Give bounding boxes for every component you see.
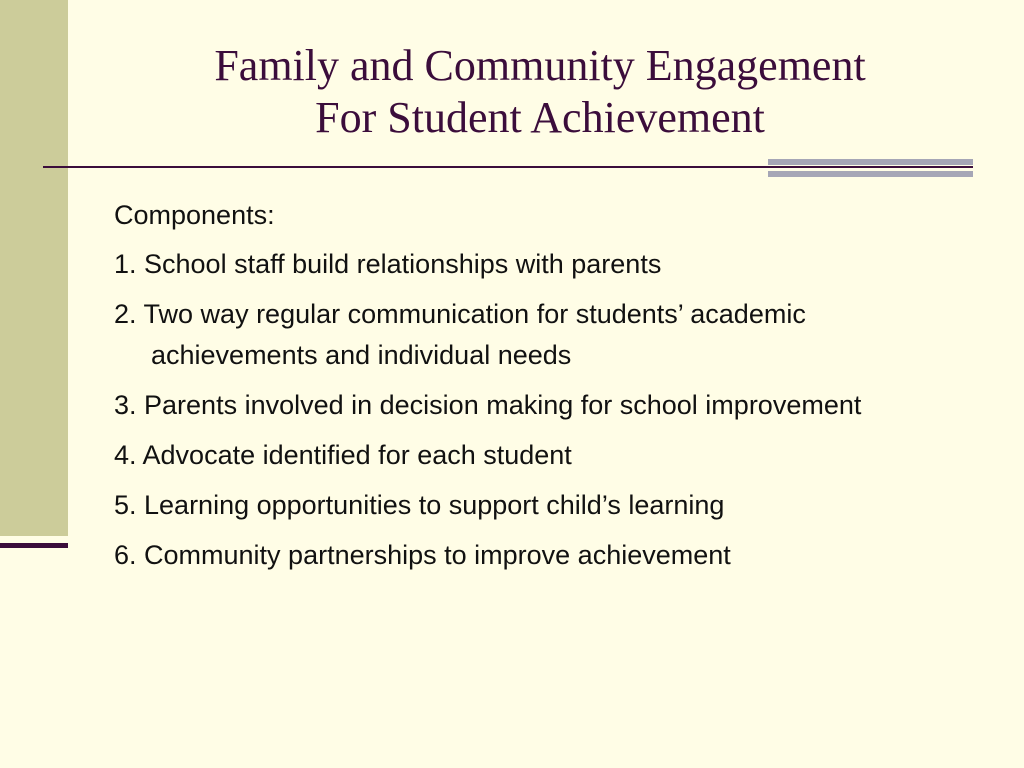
component-item-4: 4. Advocate identified for each student [114,440,572,470]
left-decorative-band [0,0,68,536]
component-item-2: 2. Two way regular communication for students’ academic achievements and individual needs [114,299,806,370]
components-heading: Components: [114,200,275,230]
component-item-6: 6. Community partnerships to improve achievement [114,540,731,570]
slide-title-line-1: Family and Community Engagement [214,41,866,90]
slide-title [70,40,1010,144]
slide-title-line-2: For Student Achievement [315,93,765,142]
slide-body [114,195,974,585]
accent-bar-top [768,159,973,165]
component-item-5: 5. Learning opportunities to support child’s learning [114,490,725,520]
left-decorative-rule [0,543,68,548]
title-underline-rule [43,166,973,168]
component-item-1: 1. School staff build relationships with parents [114,249,662,279]
accent-bar-bottom [768,171,973,177]
component-item-3: 3. Parents involved in decision making for school improvement [114,390,862,420]
